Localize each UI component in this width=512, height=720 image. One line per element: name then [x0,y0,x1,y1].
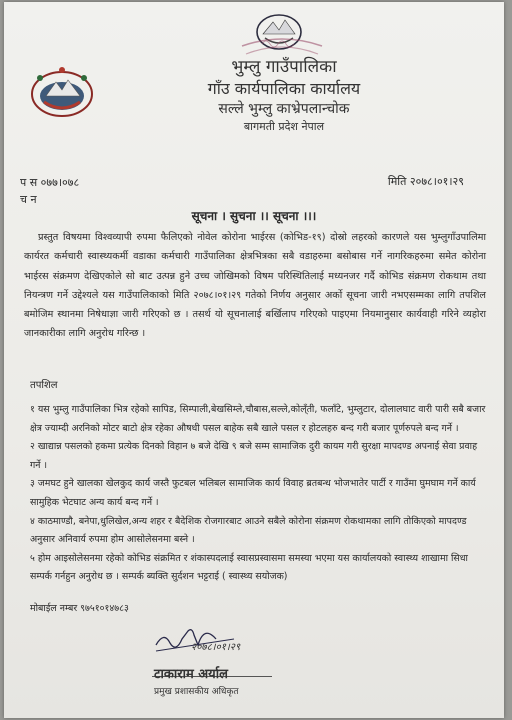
notice-paragraph: प्रस्तुत विषयमा विश्वव्यापी रुपमा फैलिएको नोवेल कोरोना भाईरस (कोभिड-१९) दोस्रो लहरको कारणले यस भुम्लुगाँउपालिमा कार्यरत कर्मचारी स्वास्थ्यकर्मी वडाका कर्मचारी गाउँपालिका क्षेत्रभित्रका सबै वडाहरुमा बसोबास गर्ने नागरिकहरुमा समेत कोरोना भाईरस संक्रमण देखिएकोले सो बाट उत्पन्न हुने उच्च जोखिमको विषम परिस्थितिलाई मध्यनजर गर्दै कोभिड संक्रमण रोकथाम तथा नियन्त्रण गर्ने उद्देश्यले यस गाउँपालिकाको मिति २०७८।०१।२९ गतेको निर्णय अनुसार अर्को सूचना जारी नभएसम्मका लागि तपशिल बमोजिम स्थानमा निषेधाज्ञा जारी गरिएको छ । तसर्थ यो सूचनालाई बर्खिलाप गरिएको पाइएमा नियमानुसार कार्यवाही गरिने व्यहोरा जानकारीका लागि अनुरोध गरिन्छ । [24,232,486,340]
list-item: ५ होम आइसोलेसनमा रहेको कोभिड संक्रमित र शंकास्पदलाई स्वासप्रस्वासमा समस्या भएमा यस कार्यालयको स्वास्थ्य शाखामा सिधा सम्पर्क गर्नहुन अनुरोध छ । सम्पर्क ब्यक्ति सुर्दशन भट्टराई ( स्वास्थ्य सयोजक) [30,552,468,583]
office-name: गाँउ कार्यपालिका कार्यालय [207,79,361,98]
document-date: मिति २०७८।०१।२९ [387,175,464,188]
office-address: सल्ले भुम्लु काभ्रेपलान्चोक [218,101,350,117]
province-name: बागमती प्रदेश नेपाल [243,120,325,133]
signature-date: २०७८।०१।२९ [191,642,241,653]
signatory-title: प्रमुख प्रशासकीय अधिकृत [154,687,239,697]
list-item: २ खाद्यान्न पसलको हकमा प्रत्येक दिनको विहान ७ बजे देखि ९ बजे सम्म सामाजिक दुरी कायम गरी सुरक्षा मापदण्ड अपनाई सेवा प्रवाह गर्ने । [30,441,478,471]
list-item: १ यस भुम्लु गाउँपालिका भित्र रहेको सापिड, सिम्पाली,बेखसिम्ले,चौबास,सल्ले,कोल्ँती, फलाँटे, भुम्लुटार, दोलालघाट वारी पारी सबै बजार क्षेत्र ज्याम्दी अरनिको मोटर बाटो क्षेत्र रहेका औषधी पसल बाहेक सबै खाले पसल र होटलहरु बन्द गरी बजार पूर्णरुपले बन्द गर्ने । [30,404,486,434]
body-paragraph [24,228,486,344]
municipality-name: भुम्लु गाउँपालिका [231,57,337,77]
list-item: ४ काठमाण्डौ, बनेपा,धुलिखेल,अन्य शहर र बैदेशिक रोजगारबाट आउने सबैले कोरोना संक्रमण रोकथामका लागि तोकिएको मापदण्ड अनुसार अनिवार्य रुपमा होम आसोलेसनमा बस्ने । [30,515,467,546]
dispatch-number: च न [20,193,37,206]
nepal-emblem-icon [22,62,102,122]
notice-title: सूचना । सुचना ।। सूचना ।।। [191,209,317,223]
mobile-number: मोबाईल नम्बर ९७५१०१४७८३ [30,603,129,614]
list-item: ३ जमघट हुने खालका खेलकुद कार्य जस्तै फुटबल भलिबल सामाजिक कार्य विवाह ब्रतबन्ध भोजभातेर पार्टी र गाउँमा घुमघाम गर्ने कार्य सामुहिक भेटघाट अन्य कार्य बन्द गर्ने । [30,478,476,508]
signatory-name: टाकाराम अर्याल [154,667,228,682]
item-list [30,401,486,587]
reference-number: प स ०७७।०७८ [20,176,80,189]
section-label: तपशिल [30,380,58,391]
notice-document [4,2,504,718]
